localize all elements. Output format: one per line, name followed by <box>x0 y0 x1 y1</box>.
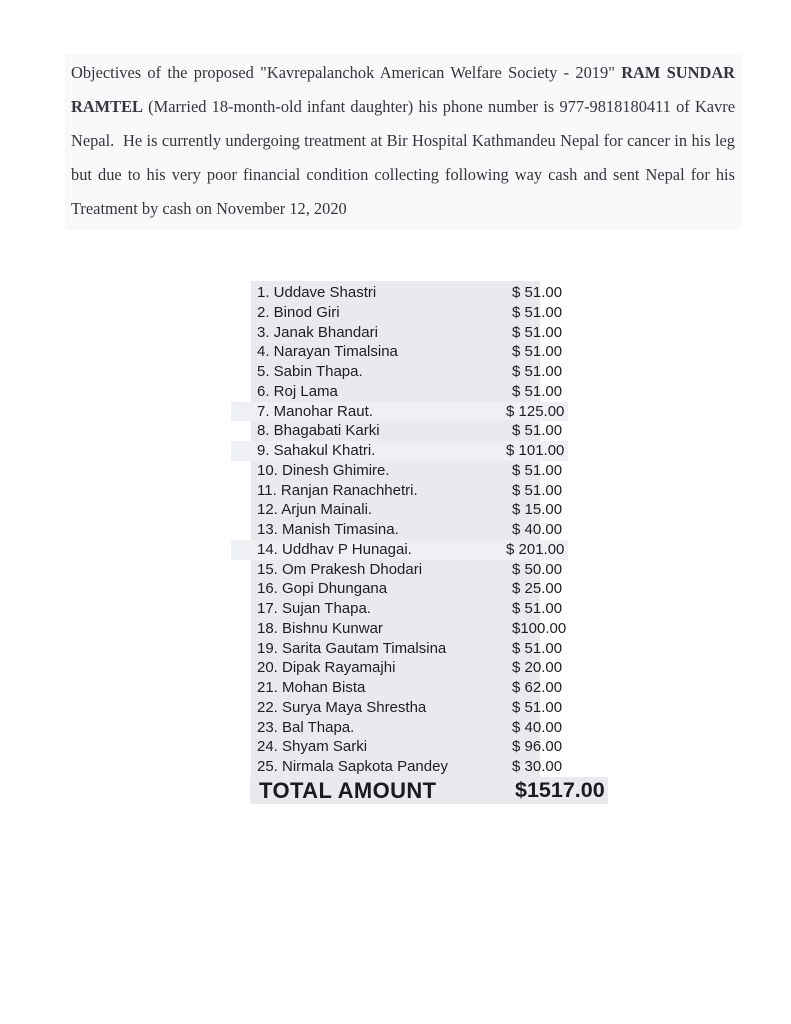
donation-row <box>251 658 563 678</box>
intro-paragraph <box>65 54 741 230</box>
intro-text-after: (Married 18-month-old infant daughter) his phone number is 977-9818180411 of Kavre Nepal. He is currently undergoing treatment at Bir Hospital Kathmandeu Nepal for cancer in his leg but due to his very poor financial condition collecting following way cash and sent Nepal for his Treatment by cash on November 12, 2020 <box>71 97 735 218</box>
person-name: RAM SUNDAR RAMTEL <box>71 63 735 116</box>
donor-name: 24. Shyam Sarki <box>257 738 368 756</box>
donor-amount: $ 51.00 <box>512 363 563 380</box>
donor-amount: $ 40.00 <box>512 718 563 736</box>
donor-name: 12. Arjun Mainali. <box>257 501 373 519</box>
donation-row <box>231 402 568 422</box>
donor-amount: $ 25.00 <box>512 580 563 598</box>
donor-amount: $100.00 <box>512 619 567 637</box>
donor-name: 2. Binod Giri <box>257 303 340 321</box>
donor-amount: $ 50.00 <box>512 560 563 578</box>
donation-row <box>251 560 563 580</box>
donor-amount: $ 15.00 <box>512 501 563 519</box>
donation-row <box>251 678 563 698</box>
donor-name: 4. Narayan Timalsina <box>257 343 398 361</box>
donor-amount: $ 20.00 <box>512 659 563 677</box>
donor-name: 1. Uddave Shastri <box>257 284 377 301</box>
donor-amount: $ 30.00 <box>512 758 563 775</box>
intro-text-before: Objectives of the proposed "Kavrepalanchok American Welfare Society - 2019" <box>71 63 622 82</box>
donor-name: 13. Manish Timasina. <box>257 521 399 538</box>
total-amount: $1517.00 <box>515 778 605 802</box>
donation-row <box>251 619 567 639</box>
donor-amount: $ 40.00 <box>512 521 563 538</box>
donor-name: 14. Uddhav P Hunagai. <box>257 540 412 558</box>
total-row <box>250 777 608 804</box>
donor-name: 11. Ranjan Ranachhetri. <box>257 481 418 499</box>
donor-amount: $ 51.00 <box>512 323 563 341</box>
donor-amount: $ 101.00 <box>506 442 565 459</box>
donation-row <box>251 362 563 382</box>
donation-row <box>251 599 563 619</box>
donor-name: 6. Roj Lama <box>257 382 338 400</box>
donation-row <box>251 757 563 777</box>
donor-amount: $ 201.00 <box>506 540 565 558</box>
donation-row <box>251 283 563 303</box>
donation-row <box>251 342 563 362</box>
donor-amount: $ 51.00 <box>512 698 563 716</box>
donor-name: 10. Dinesh Ghimire. <box>257 461 390 479</box>
donor-name: 9. Sahakul Khatri. <box>257 442 376 459</box>
donor-amount: $ 125.00 <box>506 402 565 420</box>
donor-amount: $ 62.00 <box>512 679 563 696</box>
total-label: TOTAL AMOUNT <box>259 778 437 803</box>
donor-amount: $ 51.00 <box>512 343 563 361</box>
donor-name: 8. Bhagabati Karki <box>257 422 380 440</box>
donation-row <box>251 461 563 481</box>
donor-amount: $ 51.00 <box>512 284 563 301</box>
donor-name: 23. Bal Thapa. <box>257 718 355 736</box>
donation-row <box>251 481 563 501</box>
donor-name: 25. Nirmala Sapkota Pandey <box>257 758 448 775</box>
donor-name: 16. Gopi Dhungana <box>257 580 388 598</box>
donation-row <box>251 500 563 520</box>
donation-row <box>251 698 563 718</box>
donor-name: 18. Bishnu Kunwar <box>257 619 383 637</box>
donor-amount: $ 96.00 <box>512 738 563 756</box>
donation-row <box>231 540 568 560</box>
donor-name: 19. Sarita Gautam Timalsina <box>257 639 447 657</box>
donation-row <box>251 421 563 441</box>
donation-list <box>251 281 567 778</box>
donation-row <box>251 520 563 540</box>
donation-row <box>251 303 563 323</box>
donor-name: 20. Dipak Rayamajhi <box>257 659 396 677</box>
donor-name: 7. Manohar Raut. <box>257 402 373 420</box>
donation-row <box>251 737 563 757</box>
donor-amount: $ 51.00 <box>512 303 563 321</box>
donor-name: 17. Sujan Thapa. <box>257 600 371 617</box>
donor-name: 22. Surya Maya Shrestha <box>257 698 427 716</box>
donation-row <box>251 639 563 659</box>
donor-name: 5. Sabin Thapa. <box>257 363 363 380</box>
donor-amount: $ 51.00 <box>512 382 563 400</box>
donation-row <box>251 323 563 343</box>
donor-amount: $ 51.00 <box>512 461 563 479</box>
donation-row <box>251 718 563 738</box>
donor-amount: $ 51.00 <box>512 422 563 440</box>
donor-amount: $ 51.00 <box>512 600 563 617</box>
donor-amount: $ 51.00 <box>512 639 563 657</box>
donor-name: 21. Mohan Bista <box>257 679 366 696</box>
donor-name: 3. Janak Bhandari <box>257 323 378 341</box>
donor-amount: $ 51.00 <box>512 481 563 499</box>
donation-row <box>231 441 568 461</box>
donor-name: 15. Om Prakesh Dhodari <box>257 560 423 578</box>
donation-row <box>251 382 563 402</box>
donation-row <box>251 579 563 599</box>
